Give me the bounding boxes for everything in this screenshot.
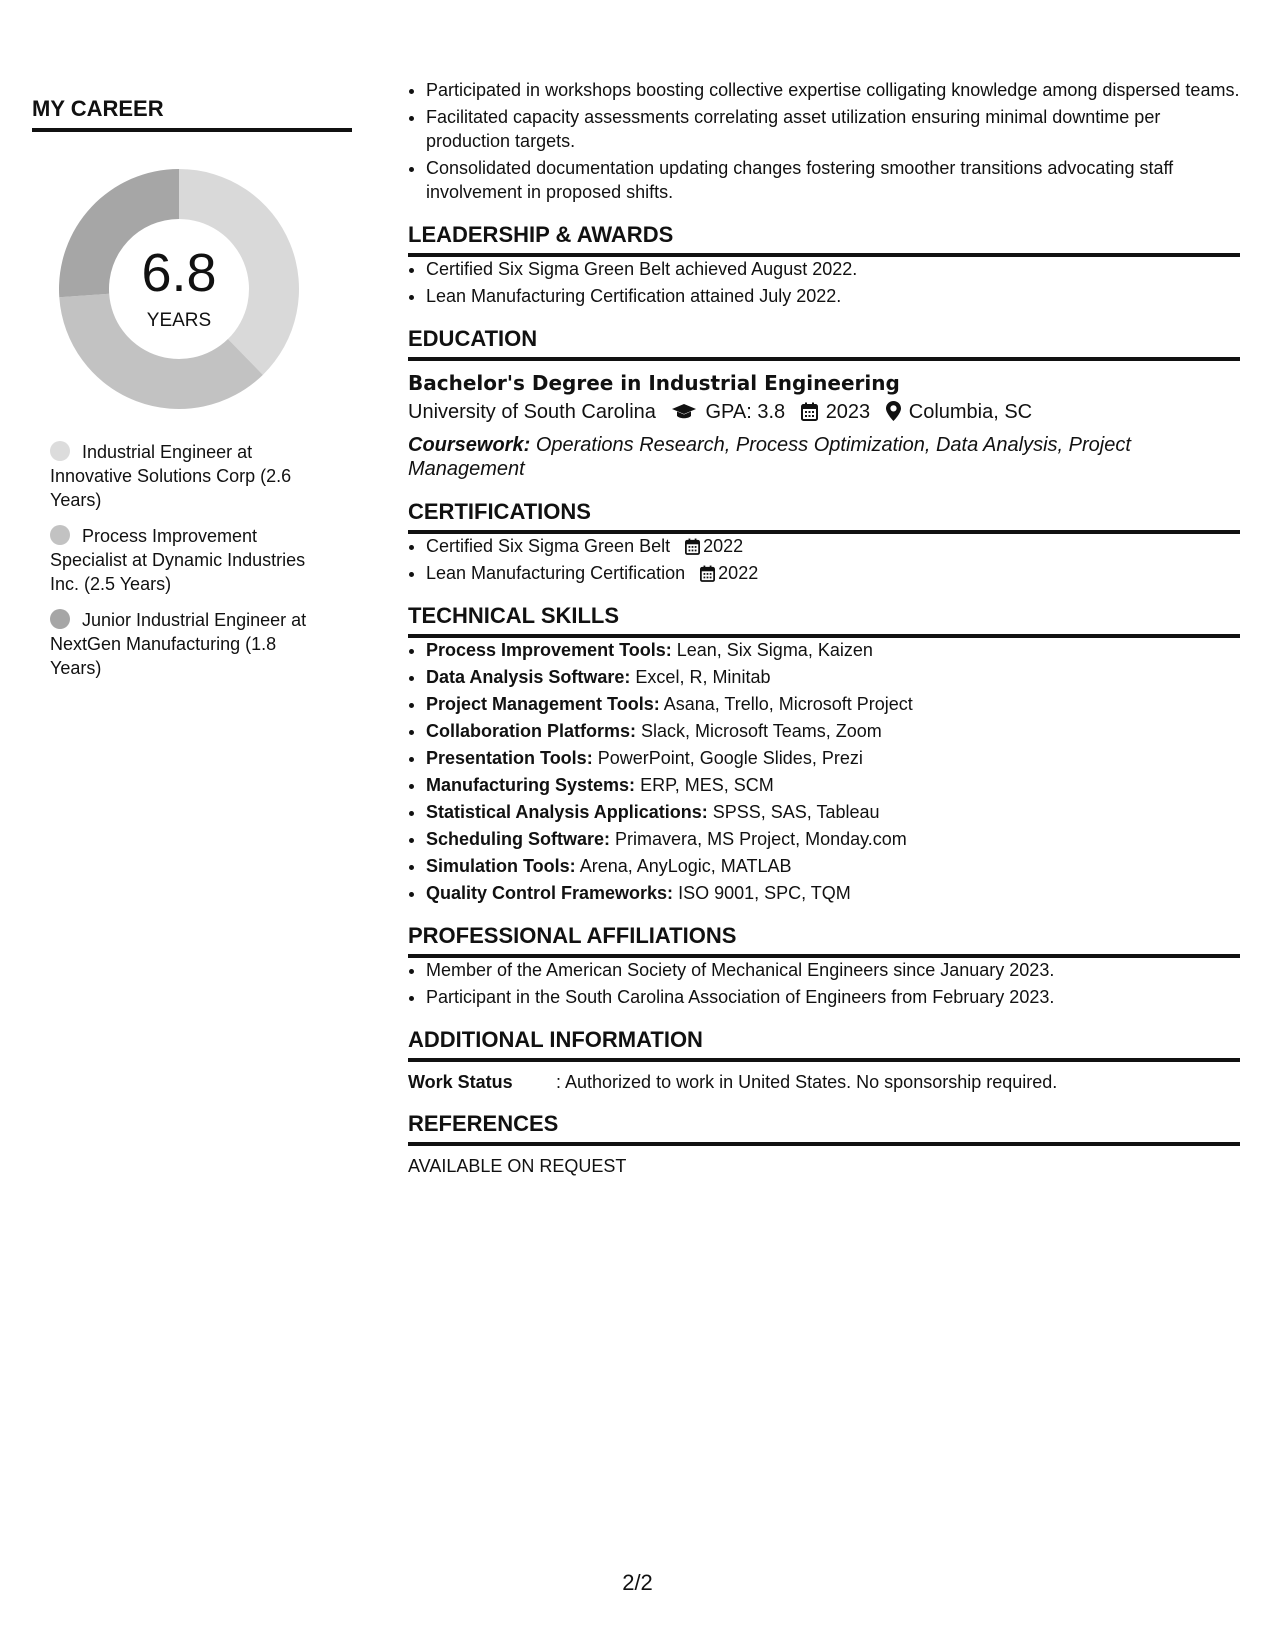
- skill-label: Process Improvement Tools:: [426, 640, 672, 660]
- page-number: 2/2: [622, 1570, 653, 1595]
- skill-label: Collaboration Platforms:: [426, 721, 637, 741]
- skill-label: Scheduling Software:: [426, 829, 611, 849]
- skill-value: ISO 9001, SPC, TQM: [678, 883, 851, 903]
- skill-value: ERP, MES, SCM: [640, 775, 774, 795]
- coursework-value: Operations Research, Process Optimization, Data Analysis, Project Management: [408, 434, 1131, 480]
- skill-value: Asana, Trello, Microsoft Project: [663, 694, 913, 714]
- legend-item: [50, 524, 325, 596]
- career-donut-chart: [54, 164, 304, 414]
- list-item: [426, 881, 1240, 905]
- list-item: [426, 692, 1240, 716]
- education-gpa: GPA: 3.8: [705, 401, 786, 423]
- location-pin-icon: [886, 401, 901, 427]
- list-item: [426, 854, 1240, 878]
- career-total-years: 6.8: [141, 243, 217, 303]
- calendar-icon: [801, 402, 818, 427]
- list-item: [426, 827, 1240, 851]
- main-content: [408, 78, 1240, 1177]
- list-item: • Participated in workshops boosting collective expertise colligating knowledge among dispersed teams.: [426, 78, 1240, 102]
- calendar-icon: [685, 538, 700, 555]
- legend-dot: [50, 441, 70, 461]
- certification-name: Certified Six Sigma Green Belt: [426, 536, 671, 556]
- list-item: [426, 638, 1240, 662]
- education-school: University of South Carolina: [408, 401, 656, 423]
- certification-year: 2022: [703, 536, 744, 556]
- affiliations-heading: PROFESSIONAL AFFILIATIONS: [408, 923, 1240, 958]
- leadership-list: [408, 257, 1240, 308]
- legend-dot: [50, 609, 70, 629]
- list-item: • Participant in the South Carolina Association of Engineers from February 2023.: [426, 985, 1240, 1009]
- coursework-label: Coursework:: [408, 434, 531, 456]
- career-legend: [50, 440, 325, 680]
- legend-label: Process Improvement Specialist at Dynamic Industries Inc. (2.5 Years): [50, 526, 306, 594]
- list-item: [426, 534, 1240, 558]
- skills-list: [408, 638, 1240, 905]
- references-text: AVAILABLE ON REQUEST: [408, 1156, 627, 1176]
- list-item: [426, 746, 1240, 770]
- certifications-list: [408, 534, 1240, 585]
- leadership-heading: LEADERSHIP & AWARDS: [408, 222, 1240, 257]
- skill-value: Lean, Six Sigma, Kaizen: [676, 640, 873, 660]
- legend-item: [50, 608, 325, 680]
- legend-label: Industrial Engineer at Innovative Solutions Corp (2.6 Years): [50, 442, 292, 510]
- education-degree: Bachelor's Degree in Industrial Engineering: [408, 371, 900, 395]
- skill-value: SPSS, SAS, Tableau: [712, 802, 880, 822]
- legend-dot: [50, 525, 70, 545]
- certifications-heading: CERTIFICATIONS: [408, 499, 1240, 534]
- skills-heading: TECHNICAL SKILLS: [408, 603, 1240, 638]
- skill-label: Project Management Tools:: [426, 694, 660, 714]
- education-location: Columbia, SC: [908, 401, 1033, 423]
- work-status-label: Work Status: [408, 1072, 513, 1092]
- certification-year: 2022: [718, 563, 759, 583]
- career-total-unit: YEARS: [146, 310, 212, 331]
- skill-label: Presentation Tools:: [426, 748, 593, 768]
- legend-item: [50, 440, 325, 512]
- education-heading: EDUCATION: [408, 326, 1240, 361]
- skill-value: Excel, R, Minitab: [635, 667, 771, 687]
- education-year: 2023: [825, 401, 871, 423]
- list-item: [426, 773, 1240, 797]
- list-item: • Member of the American Society of Mechanical Engineers since January 2023.: [426, 958, 1240, 982]
- skill-label: Data Analysis Software:: [426, 667, 631, 687]
- work-status-row: [408, 1072, 1240, 1093]
- experience-bullets: [408, 78, 1240, 204]
- graduation-cap-icon: [671, 403, 697, 427]
- skill-value: Primavera, MS Project, Monday.com: [615, 829, 907, 849]
- calendar-icon: [700, 565, 715, 582]
- additional-heading: ADDITIONAL INFORMATION: [408, 1027, 1240, 1062]
- list-item: • Certified Six Sigma Green Belt achieved August 2022.: [426, 257, 1240, 281]
- certification-name: Lean Manufacturing Certification: [426, 563, 686, 583]
- list-item: [426, 719, 1240, 743]
- list-item: [426, 800, 1240, 824]
- legend-label: Junior Industrial Engineer at NextGen Manufacturing (1.8 Years): [50, 610, 307, 678]
- list-item: • Facilitated capacity assessments correlating asset utilization ensuring minimal downtime per production targets.: [426, 105, 1240, 153]
- skill-value: Arena, AnyLogic, MATLAB: [579, 856, 792, 876]
- skill-value: PowerPoint, Google Slides, Prezi: [597, 748, 863, 768]
- education-coursework: [408, 433, 1240, 481]
- work-status-value: : Authorized to work in United States. No sponsorship required.: [556, 1072, 1058, 1092]
- career-sidebar: [32, 96, 352, 692]
- references-heading: REFERENCES: [408, 1111, 1240, 1146]
- list-item: [426, 665, 1240, 689]
- career-heading: MY CAREER: [32, 96, 352, 132]
- skill-label: Quality Control Frameworks:: [426, 883, 674, 903]
- affiliations-list: [408, 958, 1240, 1009]
- skill-label: Manufacturing Systems:: [426, 775, 636, 795]
- skill-label: Statistical Analysis Applications:: [426, 802, 708, 822]
- skill-value: Slack, Microsoft Teams, Zoom: [641, 721, 882, 741]
- list-item: [426, 561, 1240, 585]
- list-item: • Consolidated documentation updating changes fostering smoother transitions advocating staff involvement in proposed shifts.: [426, 156, 1240, 204]
- list-item: • Lean Manufacturing Certification attained July 2022.: [426, 284, 1240, 308]
- skill-label: Simulation Tools:: [426, 856, 576, 876]
- education-details: [408, 401, 1240, 427]
